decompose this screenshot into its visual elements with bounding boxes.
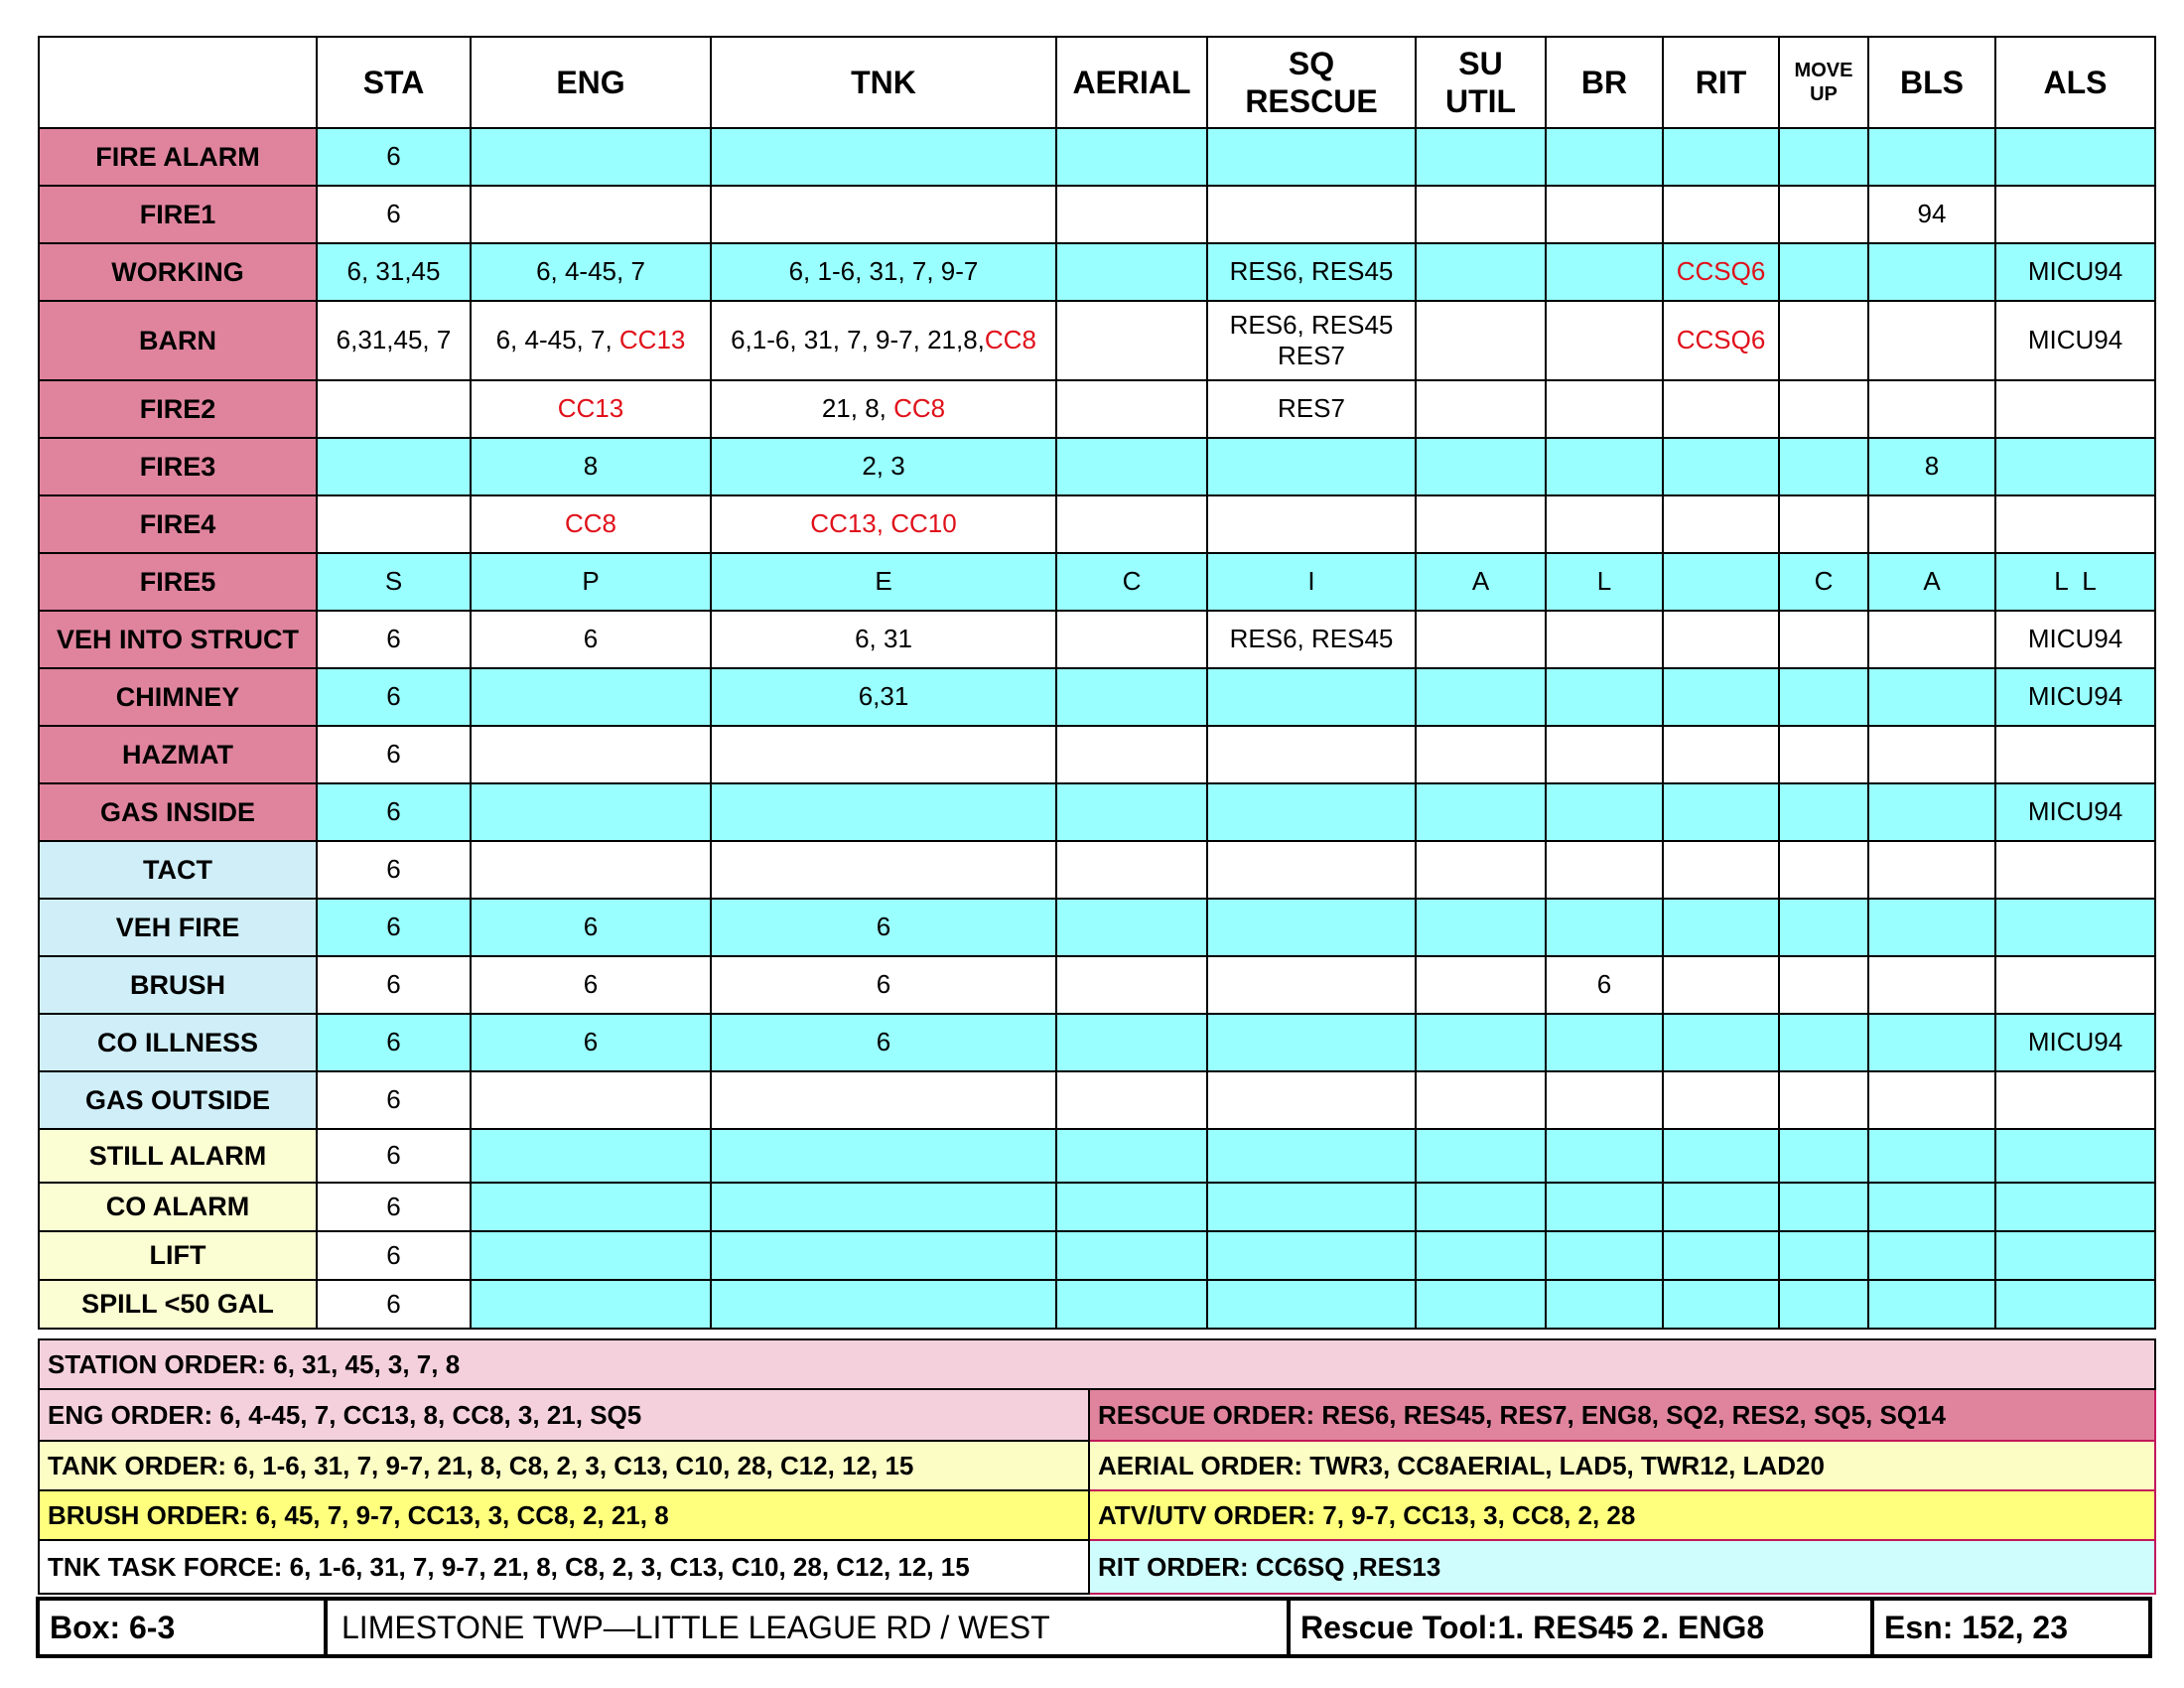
cell-eng: 6, 4-45, 7 xyxy=(471,243,711,301)
rescue-order: RESCUE ORDER: RES6, RES45, RES7, ENG8, SQ2, RES2, SQ5, SQ14 xyxy=(1089,1389,2155,1441)
cell-sq: RES6, RES45 xyxy=(1207,243,1416,301)
row-label: BRUSH xyxy=(39,956,317,1014)
cell-eng: P xyxy=(471,553,711,611)
row-chimney xyxy=(39,668,2155,726)
row-spill xyxy=(39,1280,2155,1329)
cell-sq: RES6, RES45 RES7 xyxy=(1207,301,1416,380)
row-label: CHIMNEY xyxy=(39,668,317,726)
row-gas-outside xyxy=(39,1071,2155,1129)
run-card-table xyxy=(38,36,2156,1330)
col-sta: STA xyxy=(317,37,471,128)
tnk-task-force: TNK TASK FORCE: 6, 1-6, 31, 7, 9-7, 21, 8, C8, 2, 3, C13, C10, 28, C12, 12, 15 xyxy=(39,1540,1089,1594)
row-label: FIRE ALARM xyxy=(39,128,317,186)
cell-tnk: 6,1-6, 31, 7, 9-7, 21,8,CC8 xyxy=(711,301,1056,380)
cell-tnk: 2, 3 xyxy=(711,438,1056,495)
cell-tnk: CC13, CC10 xyxy=(711,495,1056,553)
cell-sta: 6 xyxy=(317,783,471,841)
cell-eng: 8 xyxy=(471,438,711,495)
row-label: BARN xyxy=(39,301,317,380)
row-label: SPILL <50 GAL xyxy=(39,1280,317,1329)
row-label: FIRE5 xyxy=(39,553,317,611)
cell-sta: 6 xyxy=(317,956,471,1014)
cell-tnk: 6 xyxy=(711,956,1056,1014)
row-label: GAS OUTSIDE xyxy=(39,1071,317,1129)
col-als: ALS xyxy=(1995,37,2155,128)
cell-sta: 6 xyxy=(317,128,471,186)
row-fire-alarm xyxy=(39,128,2155,186)
box-number: Box: 6-3 xyxy=(40,1601,328,1654)
col-br: BR xyxy=(1546,37,1663,128)
col-tnk: TNK xyxy=(711,37,1056,128)
col-su-util: SU UTIL xyxy=(1416,37,1546,128)
cell-sta: 6,31,45, 7 xyxy=(317,301,471,380)
cell-als: MICU94 xyxy=(1995,1014,2155,1071)
col-sq-rescue: SQ RESCUE xyxy=(1207,37,1416,128)
cell-aerial: C xyxy=(1056,553,1207,611)
cell-als: L L xyxy=(1995,553,2155,611)
cell-rit: CCSQ6 xyxy=(1663,301,1779,380)
orders-table xyxy=(38,1338,2156,1595)
row-label: TACT xyxy=(39,841,317,899)
row-fire3 xyxy=(39,438,2155,495)
cell-bls: A xyxy=(1868,553,1995,611)
eng-order: ENG ORDER: 6, 4-45, 7, CC13, 8, CC8, 3, 21, SQ5 xyxy=(39,1389,1089,1441)
cell-eng: CC8 xyxy=(471,495,711,553)
row-veh-into-struct xyxy=(39,611,2155,668)
row-label: FIRE3 xyxy=(39,438,317,495)
row-label: FIRE1 xyxy=(39,186,317,243)
cell-eng: 6 xyxy=(471,956,711,1014)
cell-als: MICU94 xyxy=(1995,301,2155,380)
cell-bls: 94 xyxy=(1868,186,1995,243)
cell-eng: 6 xyxy=(471,899,711,956)
row-fire4 xyxy=(39,495,2155,553)
cell-sta: 6 xyxy=(317,186,471,243)
cell-sq: I xyxy=(1207,553,1416,611)
cell-tnk: 21, 8, CC8 xyxy=(711,380,1056,438)
col-bls: BLS xyxy=(1868,37,1995,128)
row-label: VEH INTO STRUCT xyxy=(39,611,317,668)
cell-sta: 6 xyxy=(317,1071,471,1129)
row-still-alarm xyxy=(39,1129,2155,1183)
row-lift xyxy=(39,1231,2155,1280)
cell-als: MICU94 xyxy=(1995,668,2155,726)
cell-als: MICU94 xyxy=(1995,783,2155,841)
cell-tnk: 6, 31 xyxy=(711,611,1056,668)
cell-tnk: 6,31 xyxy=(711,668,1056,726)
cell-sq: RES7 xyxy=(1207,380,1416,438)
brush-order: BRUSH ORDER: 6, 45, 7, 9-7, CC13, 3, CC8, 2, 21, 8 xyxy=(39,1490,1089,1540)
cell-br: L xyxy=(1546,553,1663,611)
row-label: LIFT xyxy=(39,1231,317,1280)
row-co-alarm xyxy=(39,1183,2155,1231)
row-label: GAS INSIDE xyxy=(39,783,317,841)
cell-su: A xyxy=(1416,553,1546,611)
cell-als: MICU94 xyxy=(1995,611,2155,668)
tank-order: TANK ORDER: 6, 1-6, 31, 7, 9-7, 21, 8, C8, 2, 3, C13, C10, 28, C12, 12, 15 xyxy=(39,1441,1089,1490)
row-gas-inside xyxy=(39,783,2155,841)
row-label: WORKING xyxy=(39,243,317,301)
row-barn xyxy=(39,301,2155,380)
atv-utv-order: ATV/UTV ORDER: 7, 9-7, CC13, 3, CC8, 2, 28 xyxy=(1089,1490,2155,1540)
cell-sta: 6 xyxy=(317,899,471,956)
cell-sta: 6 xyxy=(317,1231,471,1280)
location: LIMESTONE TWP—LITTLE LEAGUE RD / WEST xyxy=(328,1601,1291,1654)
row-label: STILL ALARM xyxy=(39,1129,317,1183)
cell-sq: RES6, RES45 xyxy=(1207,611,1416,668)
cell-sta: 6 xyxy=(317,1129,471,1183)
row-fire5 xyxy=(39,553,2155,611)
header-corner xyxy=(39,37,317,128)
cell-sta: 6 xyxy=(317,611,471,668)
col-eng: ENG xyxy=(471,37,711,128)
esn: Esn: 152, 23 xyxy=(1884,1609,2068,1645)
col-rit: RIT xyxy=(1663,37,1779,128)
cell-eng: 6 xyxy=(471,611,711,668)
cell-bls: 8 xyxy=(1868,438,1995,495)
cell-move: C xyxy=(1779,553,1868,611)
row-label: HAZMAT xyxy=(39,726,317,783)
cell-eng: CC13 xyxy=(471,380,711,438)
col-move-up: MOVE UP xyxy=(1779,37,1868,128)
row-working xyxy=(39,243,2155,301)
station-order: STATION ORDER: 6, 31, 45, 3, 7, 8 xyxy=(39,1339,2155,1389)
cell-sta: 6 xyxy=(317,1014,471,1071)
row-label: CO ALARM xyxy=(39,1183,317,1231)
cell-sta: S xyxy=(317,553,471,611)
header-row xyxy=(39,37,2155,128)
row-hazmat xyxy=(39,726,2155,783)
cell-tnk: 6 xyxy=(711,1014,1056,1071)
row-tact xyxy=(39,841,2155,899)
row-label: FIRE4 xyxy=(39,495,317,553)
rit-order: RIT ORDER: CC6SQ ,RES13 xyxy=(1089,1540,2155,1594)
row-fire2 xyxy=(39,380,2155,438)
cell-sta: 6 xyxy=(317,1280,471,1329)
cell-tnk: 6 xyxy=(711,899,1056,956)
col-aerial: AERIAL xyxy=(1056,37,1207,128)
row-label: VEH FIRE xyxy=(39,899,317,956)
aerial-order: AERIAL ORDER: TWR3, CC8AERIAL, LAD5, TWR12, LAD20 xyxy=(1089,1441,2155,1490)
cell-tnk: E xyxy=(711,553,1056,611)
row-label: FIRE2 xyxy=(39,380,317,438)
cell-sta: 6 xyxy=(317,726,471,783)
cell-sta: 6, 31,45 xyxy=(317,243,471,301)
rescue-tool: Rescue Tool:1. RES45 2. ENG8 xyxy=(1291,1601,1874,1654)
cell-tnk: 6, 1-6, 31, 7, 9-7 xyxy=(711,243,1056,301)
row-label: CO ILLNESS xyxy=(39,1014,317,1071)
cell-sta: 6 xyxy=(317,841,471,899)
cell-rit: CCSQ6 xyxy=(1663,243,1779,301)
cell-sta: 6 xyxy=(317,668,471,726)
row-fire1 xyxy=(39,186,2155,243)
cell-br: 6 xyxy=(1546,956,1663,1014)
row-veh-fire xyxy=(39,899,2155,956)
cell-sta: 6 xyxy=(317,1183,471,1231)
cell-eng: 6, 4-45, 7, CC13 xyxy=(471,301,711,380)
cell-als: MICU94 xyxy=(1995,243,2155,301)
row-co-illness xyxy=(39,1014,2155,1071)
footer-bar xyxy=(36,1597,2152,1658)
cell-eng: 6 xyxy=(471,1014,711,1071)
row-brush xyxy=(39,956,2155,1014)
